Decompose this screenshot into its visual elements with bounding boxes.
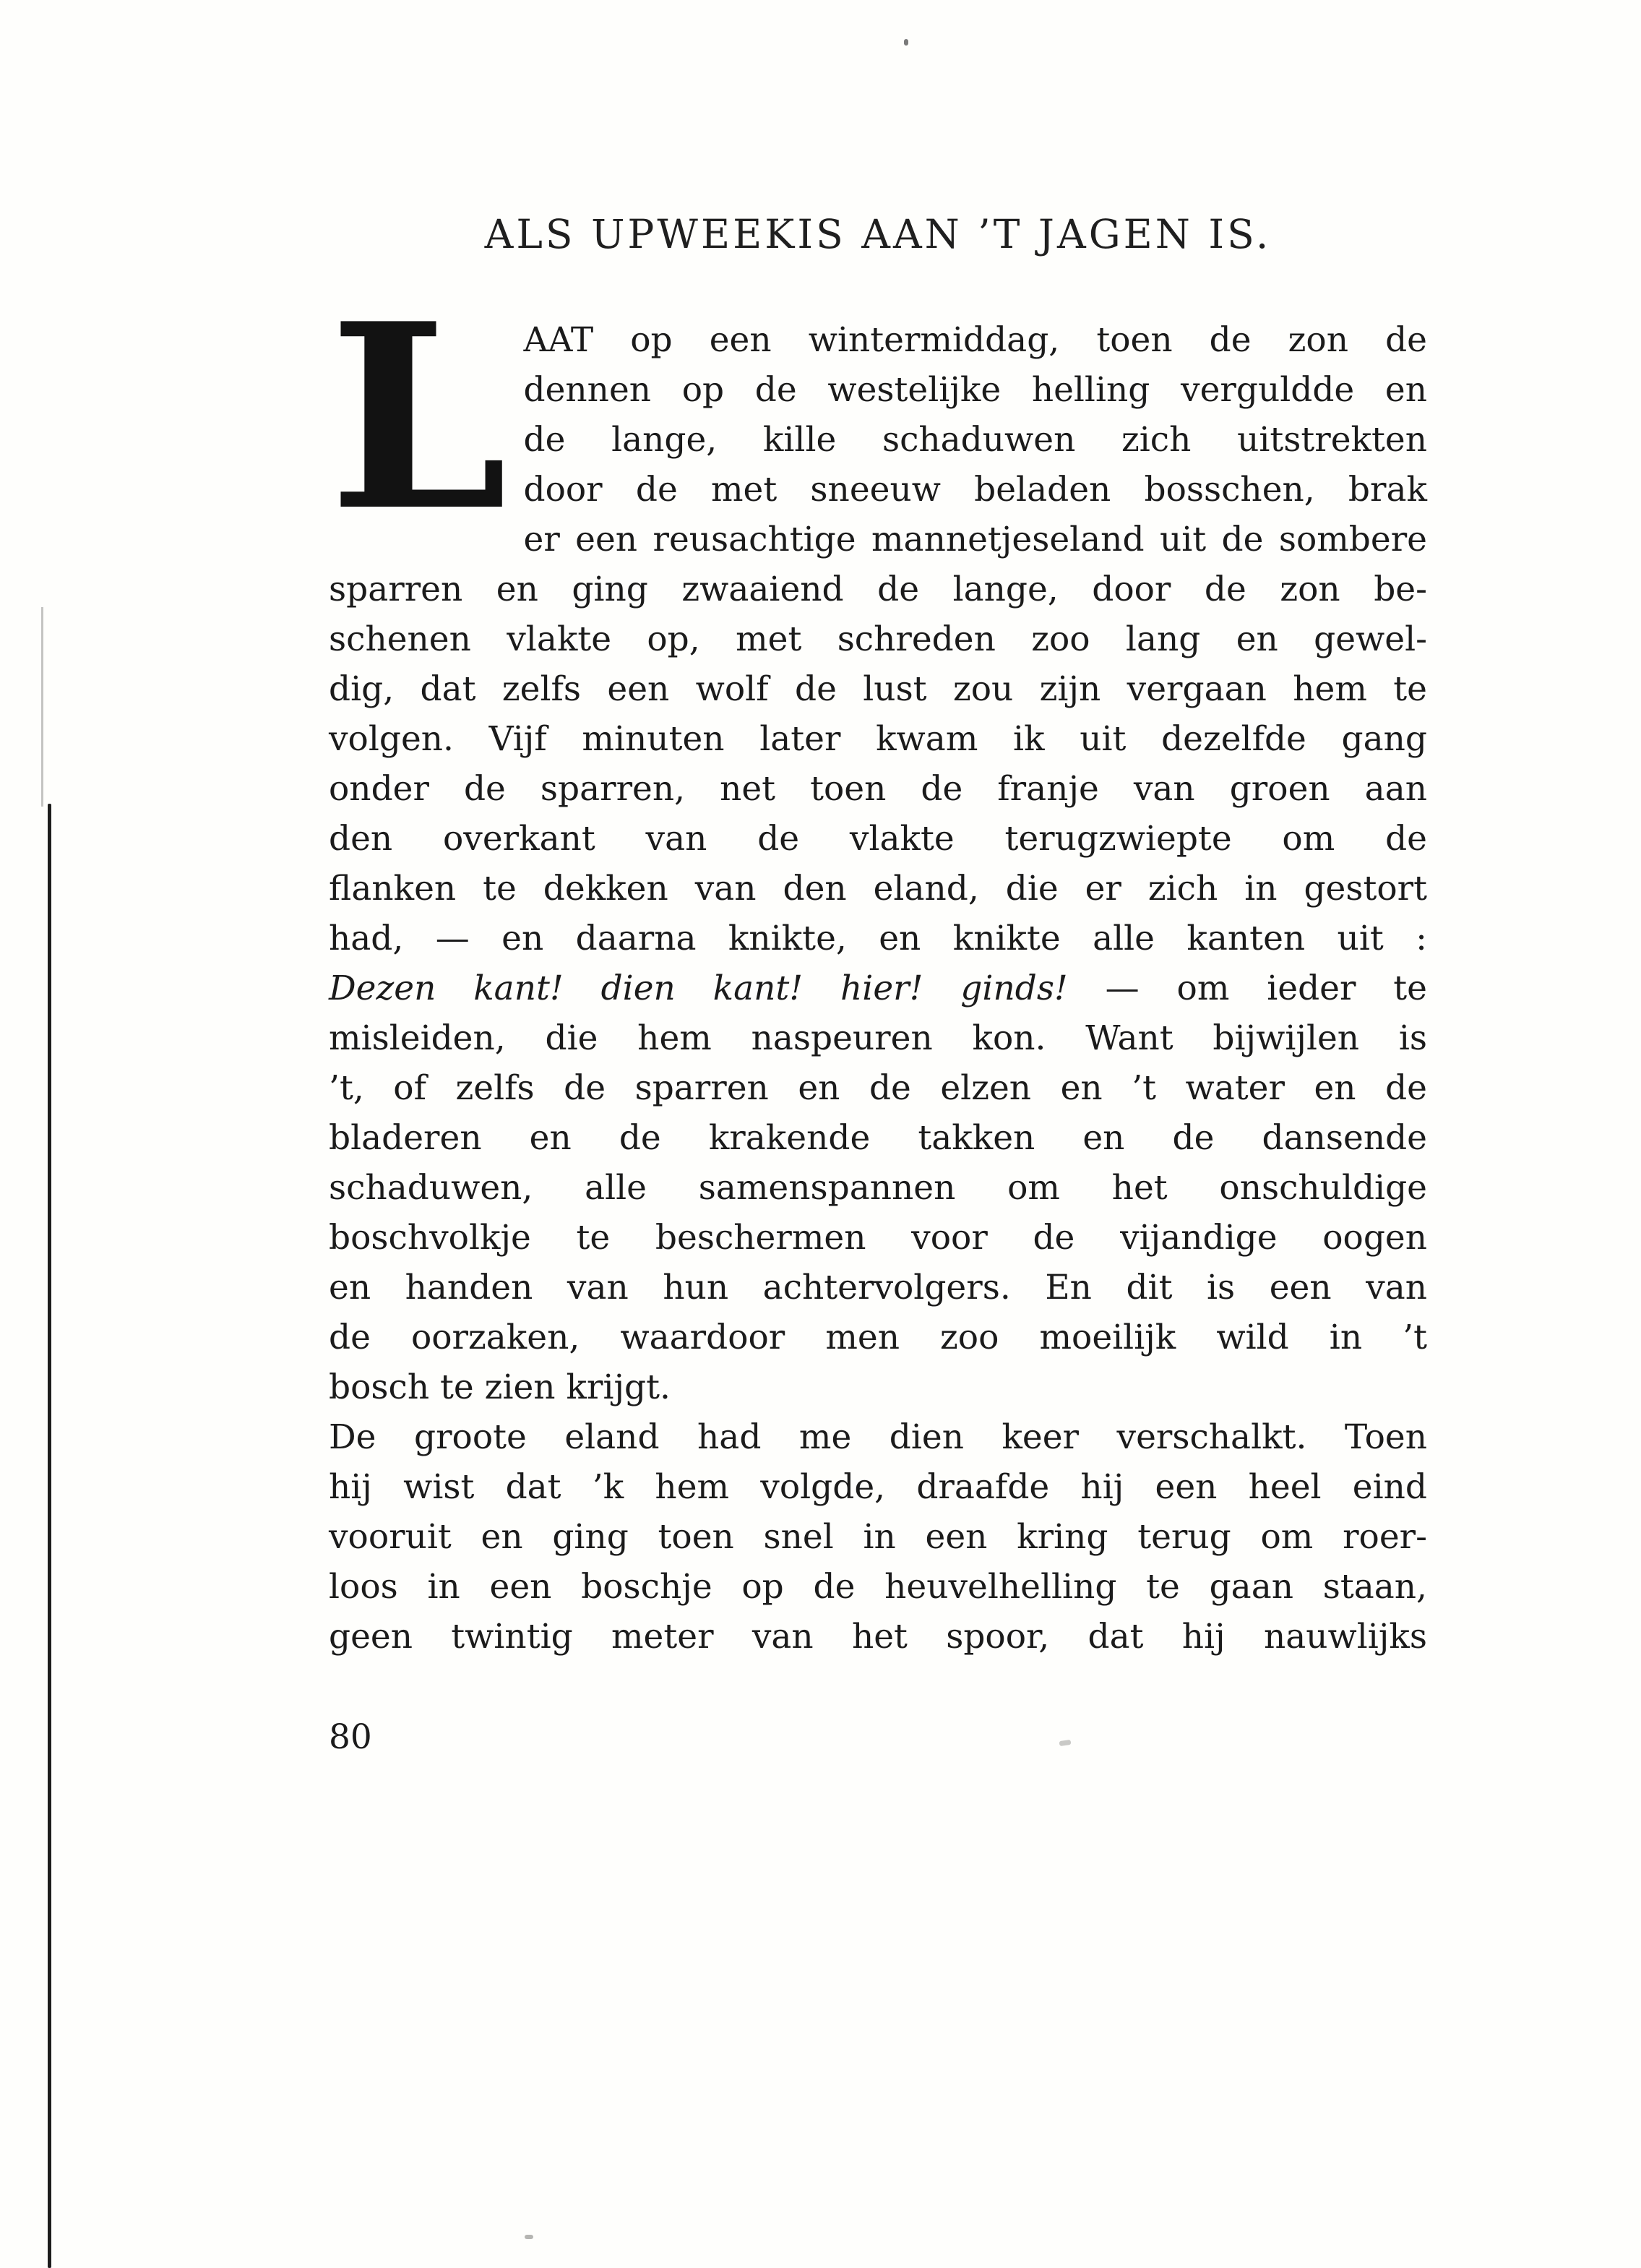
body-text <box>329 268 1427 1762</box>
scan-speck-top <box>904 39 908 46</box>
text-line: onder de sparren, net toen de franje van groen aan <box>329 769 1427 809</box>
text-line: schaduwen, alle samenspannen om het onschuldige <box>329 1168 1427 1208</box>
text-line: de oorzaken, waardoor men zoo moeilijk wild in ’t <box>329 1318 1427 1357</box>
text-line: De groote eland had me dien keer verschalkt. Toen <box>329 1417 1427 1457</box>
text-line: boschvolkje te beschermen voor de vijandige oogen <box>329 1218 1427 1258</box>
text-line: schenen vlakte op, met schreden zoo lang en gewel- <box>329 619 1427 659</box>
paragraph-2 <box>329 1412 1427 1662</box>
text-line: had, — en daarna knikte, en knikte alle kanten uit : <box>329 919 1427 958</box>
text-segment: — om ieder te <box>1067 968 1427 1008</box>
text-line: en handen van hun achtervolgers. En dit is een van <box>329 1268 1427 1307</box>
text-line: dennen op de westelijke helling verguldde en <box>523 370 1427 410</box>
paragraph-1 <box>329 268 1427 1412</box>
text-line: den overkant van de vlakte terugzwiepte om de <box>329 819 1427 859</box>
text-line: dig, dat zelfs een wolf de lust zou zijn vergaan hem te <box>329 669 1427 709</box>
text-block <box>329 211 1427 1762</box>
scan-artifact-line <box>48 804 51 2268</box>
text-line: bosch te zien krijgt. <box>329 1367 671 1407</box>
page-number: 80 <box>329 1717 372 1757</box>
italic-phrase: Dezen kant! dien kant! hier! ginds! <box>329 968 1068 1008</box>
text-line: ’t, of zelfs de sparren en de elzen en ’t water en de <box>329 1068 1427 1108</box>
text-line: geen twintig meter van het spoor, dat hij nauwlijks <box>329 1617 1427 1657</box>
text-line-with-italic <box>329 963 1427 1013</box>
scan-speck-bottom <box>525 2235 533 2239</box>
text-line: de lange, kille schaduwen zich uitstrekten <box>523 420 1427 460</box>
dropcap-letter: L <box>329 268 508 567</box>
text-line: er een reusachtige mannetjeseland uit de sombere <box>523 520 1427 559</box>
text-line: vooruit en ging toen snel in een kring terug om roer- <box>329 1517 1427 1557</box>
text-line: AAT op een wintermiddag, toen de zon de <box>523 320 1427 360</box>
text-line: misleiden, die hem naspeuren kon. Want bijwijlen is <box>329 1018 1427 1058</box>
text-line: sparren en ging zwaaiend de lange, door de zon be- <box>329 570 1427 609</box>
text-line: volgen. Vijf minuten later kwam ik uit dezelfde gang <box>329 719 1427 759</box>
text-line: flanken te dekken van den eland, die er zich in gestort <box>329 869 1427 909</box>
text-line: door de met sneeuw beladen bosschen, brak <box>523 470 1427 510</box>
chapter-title: ALS UPWEEKIS AAN ’T JAGEN IS. <box>484 211 1272 257</box>
scan-artifact-faint-line <box>41 607 43 807</box>
text-line: bladeren en de krakende takken en de dansende <box>329 1118 1427 1158</box>
text-line: hij wist dat ’k hem volgde, draafde hij een heel eind <box>329 1467 1427 1507</box>
text-line: loos in een boschje op de heuvelhelling te gaan staan, <box>329 1567 1427 1607</box>
